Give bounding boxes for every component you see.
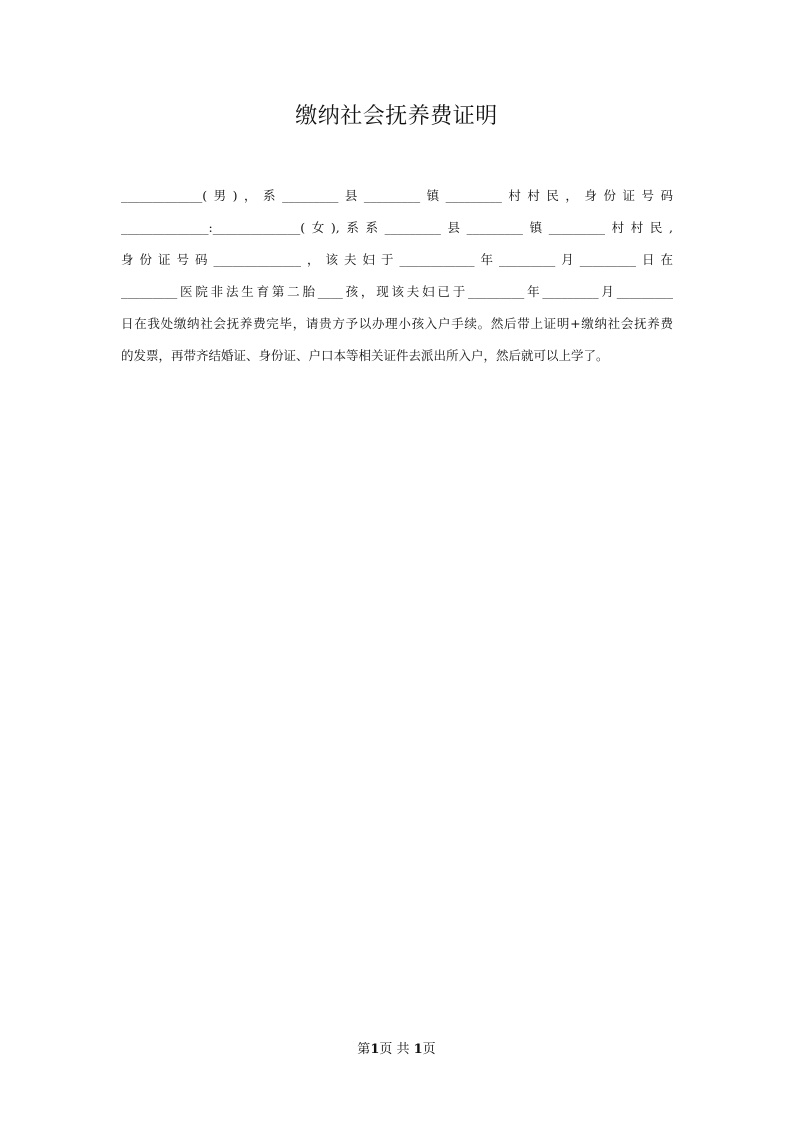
page-footer (0, 1040, 793, 1060)
footer-page-current: 1 (370, 1042, 380, 1057)
document-title: 缴纳社会抚养费证明 (295, 104, 498, 129)
footer-page-prefix: 第 (357, 1042, 371, 1057)
document-body (121, 180, 673, 372)
footer-page-total: 1 (413, 1042, 423, 1057)
body-line-1: _____________(男)，系_________县_________镇_________村村民，身份证号码 (121, 188, 673, 203)
footer-page-mid: 页 共 (379, 1042, 414, 1057)
footer-page-suffix: 页 (422, 1042, 436, 1057)
body-line-4: _________医院非法生育第二胎____孩，现该夫妇已于_________年_________月_________ (121, 284, 673, 299)
body-line-2: ______________:______________(女),系系_________县_________镇_________村村民, (121, 220, 673, 235)
body-line-5: 日在我处缴纳社会抚养费完毕，请贵方予以办理小孩入户手续。然后带上证明+缴纳社会抚养费 (121, 316, 673, 331)
body-line-6: 的发票，再带齐结婚证、身份证、户口本等相关证件去派出所入户，然后就可以上学了。 (121, 348, 609, 363)
body-line-3: 身份证号码______________，该夫妇于____________年_________月_________日在 (121, 252, 673, 267)
